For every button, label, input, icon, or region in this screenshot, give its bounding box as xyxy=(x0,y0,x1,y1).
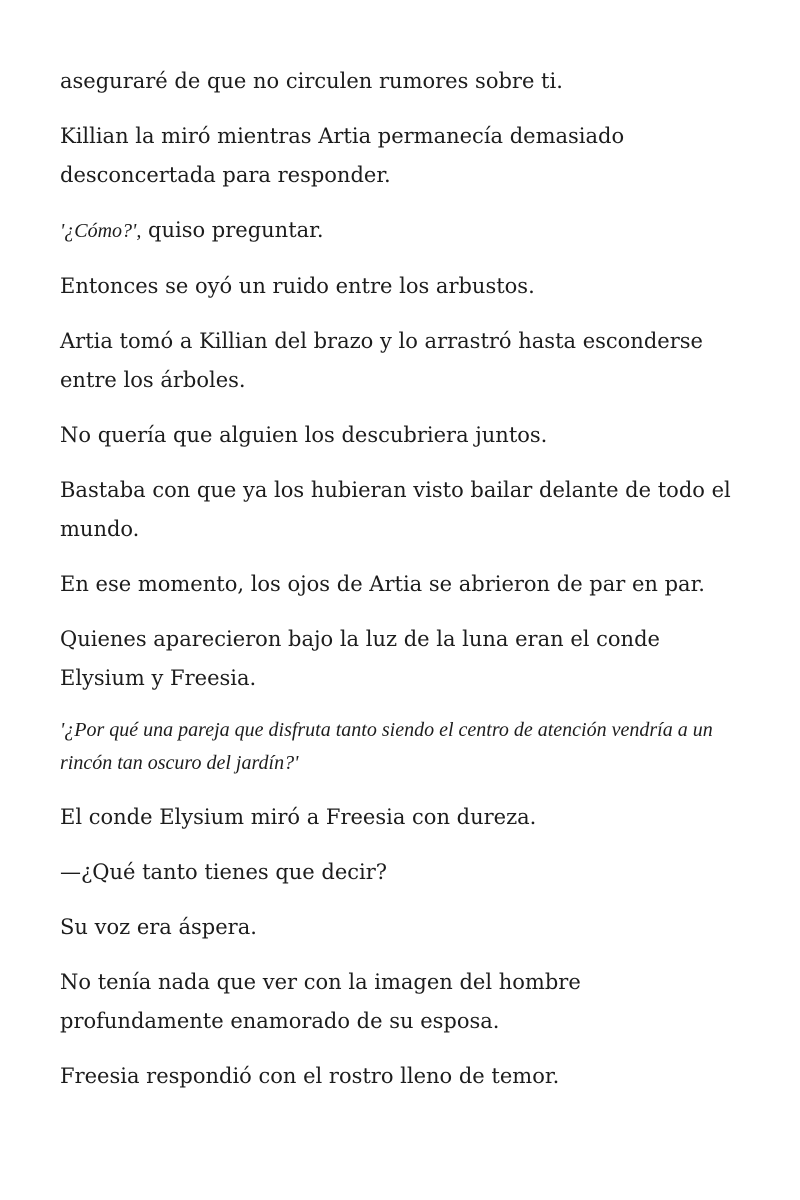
paragraph-12-dialogue: —¿Qué tanto tienes que decir? xyxy=(60,860,388,884)
paragraph-3 xyxy=(60,211,750,251)
italic-thought: '¿Cómo?', xyxy=(60,220,142,242)
paragraph-3-rest: quiso preguntar. xyxy=(141,218,324,242)
paragraph-13: Su voz era áspera. xyxy=(60,915,257,939)
paragraph-5: Artia tomó a Killian del brazo y lo arrastró hasta esconderse entre los árboles. xyxy=(60,329,703,392)
paragraph-1: aseguraré de que no circulen rumores sobre ti. xyxy=(60,69,563,93)
paragraph-14: No tenía nada que ver con la imagen del hombre profundamente enamorado de su esposa. xyxy=(60,970,581,1033)
paragraph-4: Entonces se oyó un ruido entre los arbustos. xyxy=(60,274,535,298)
paragraph-15: Freesia respondió con el rostro lleno de temor. xyxy=(60,1064,560,1088)
paragraph-7: Bastaba con que ya los hubieran visto bailar delante de todo el mundo. xyxy=(60,478,731,541)
paragraph-11: El conde Elysium miró a Freesia con dureza. xyxy=(60,805,537,829)
paragraph-6: No quería que alguien los descubriera juntos. xyxy=(60,423,548,447)
paragraph-10-italic-thought: '¿Por qué una pareja que disfruta tanto siendo el centro de atención vendría a un rincón tan oscuro del jardín?' xyxy=(60,719,713,774)
document-page xyxy=(60,62,750,1112)
paragraph-8: En ese momento, los ojos de Artia se abrieron de par en par. xyxy=(60,572,705,596)
paragraph-9: Quienes aparecieron bajo la luz de la luna eran el conde Elysium y Freesia. xyxy=(60,627,660,690)
paragraph-2: Killian la miró mientras Artia permanecía demasiado desconcertada para responder. xyxy=(60,124,625,187)
